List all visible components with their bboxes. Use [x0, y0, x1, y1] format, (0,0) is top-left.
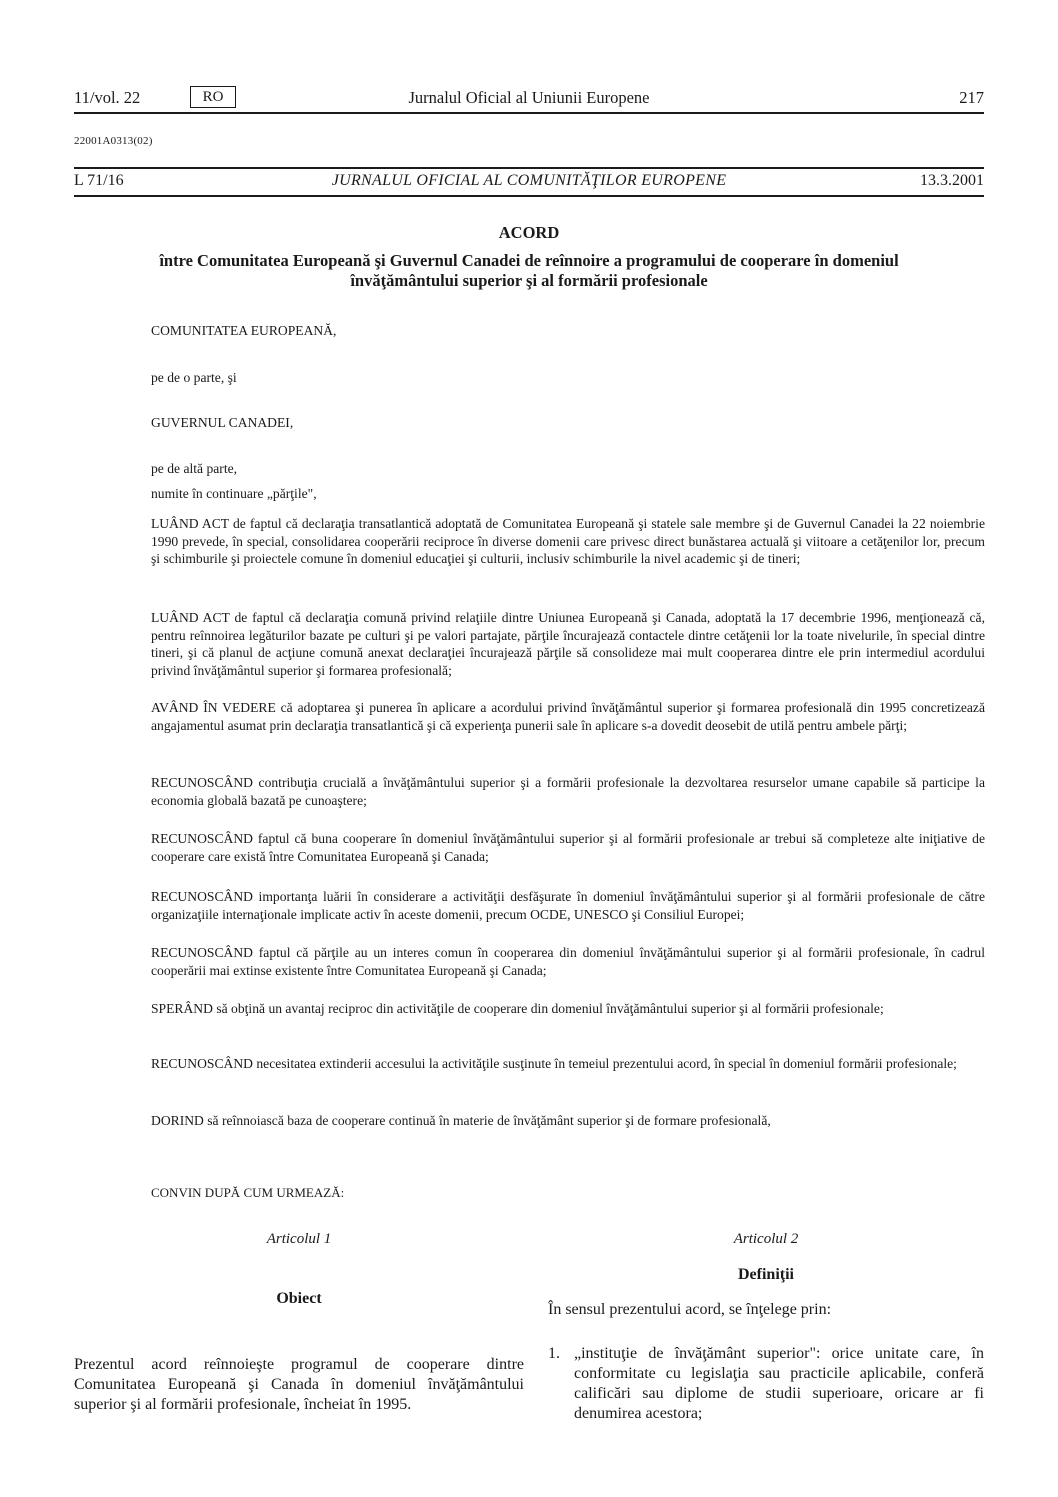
publication-date: 13.3.2001 [920, 172, 984, 189]
party-2-qualifier: pe de altă parte, [151, 461, 238, 476]
recital: LUÂND ACT de faptul că declaraţia transatlantică adoptată de Comunitatea Europeană şi statele sale membre şi de Guvernul Canadei la 22 noiembrie 1990 prevede, în special, consolidarea cooperării reciproce în diverse domenii care privesc direct bunăstarea actuală şi viitoare a cetăţenilor lor, precum şi schimburile şi proiectele comune în domeniul educaţiei şi culturii, inclusiv schimburile la nivel academic şi de tineri; [151, 516, 985, 566]
article-1-number: Articolul 1 [266, 1231, 332, 1247]
article-2-number: Articolul 2 [733, 1231, 799, 1247]
running-header [74, 86, 984, 114]
article-1-text: Prezentul acord reînnoieşte programul de cooperare dintre Comunitatea Europeană şi Canada în domeniul învăţământului superior şi al formării profesionale, încheiat în 1995. [74, 1356, 524, 1413]
page-number: 217 [959, 88, 984, 107]
document-id: 22001A0313(02) [74, 135, 153, 147]
definition-item [548, 1344, 984, 1424]
language-code-badge: RO [190, 86, 236, 108]
original-journal-title: JURNALUL OFICIAL AL COMUNITĂŢILOR EUROPENE [331, 172, 727, 189]
article-1-heading: Obiect [276, 1290, 322, 1307]
recital: RECUNOSCÂND contribuţia crucială a învăţământului superior şi a formării profesionale la dezvoltarea resurselor umane capabile să participe la economia globală bazată pe cunoaştere; [151, 775, 985, 808]
recital: AVÂND ÎN VEDERE că adoptarea şi punerea în aplicare a acordului privind învăţământul superior şi formarea profesională din 1995 concretizează angajamentul asumat prin declaraţia transatlantică şi că experienţa punerii sale în aplicare s-a dovedit deosebit de utilă pentru ambele părţi; [151, 700, 985, 733]
recital: RECUNOSCÂND necesitatea extinderii accesului la activităţile susţinute în temeiul prezentului acord, în special în domeniul formării profesionale; [151, 1056, 957, 1071]
agreement-clause: CONVIN DUPĂ CUM URMEAZĂ: [151, 1185, 345, 1200]
document-title: ACORD [498, 223, 560, 242]
document-subtitle: între Comunitatea Europeană şi Guvernul Canadei de reînnoire a programului de cooperare în domeniul învăţământului superior şi al formării profesionale [159, 251, 899, 290]
party-1: COMUNITATEA EUROPEANĂ, [151, 323, 337, 338]
recital: SPERÂND să obţină un avantaj reciproc din activităţile de cooperare din domeniul învăţământului superior şi al formării profesionale; [151, 1001, 884, 1016]
recital: RECUNOSCÂND faptul că părţile au un interes comun în cooperarea din domeniul învăţământului superior şi al formării profesionale, în cadrul cooperării mai extinse existente între Comunitatea Europeană şi Canada; [151, 945, 985, 978]
parties-definition: numite în continuare „părţile", [151, 486, 317, 501]
journal-title: Jurnalul Oficial al Uniunii Europene [408, 88, 650, 107]
original-journal-header [74, 167, 984, 197]
recital: LUÂND ACT de faptul că declaraţia comună privind relaţiile dintre Uniunea Europeană şi Canada, adoptată la 17 decembrie 1996, menţionează că, pentru reînnoirea legăturilor bazate pe culturi şi pe valori partajate, părţile încurajează contactele dintre cetăţenii lor la toate nivelurile, în special dintre tineri, şi că planul de acţiune comună anexat declaraţiei încurajează părţile să consolideze mai mult cooperarea dintre ele prin intermediul acordului privind învăţământul superior şi formarea profesională; [151, 610, 985, 678]
definition-item-number: 1. [548, 1345, 560, 1362]
article-2-intro: În sensul prezentului acord, se înţelege prin: [548, 1301, 832, 1318]
volume-number: 11/vol. 22 [74, 88, 141, 107]
definition-item-text: „instituţie de învăţământ superior": orice unitate care, în conformitate cu legislaţia sau practicile aplicabile, conferă calificări sau diplome de studii superioare, oricare ar fi denumirea acestora; [574, 1345, 984, 1422]
article-2-heading: Definiţii [738, 1266, 794, 1283]
recital: RECUNOSCÂND importanţa luării în considerare a activităţii desfăşurate în domeniul învăţământului superior şi al formării profesionale de către organizaţiile internaţionale implicate activ în aceste domenii, precum OCDE, UNESCO şi Consiliul Europei; [151, 889, 985, 922]
journal-reference: L 71/16 [74, 172, 124, 189]
recital: DORIND să reînnoiască baza de cooperare continuă în materie de învăţământ superior şi de formare profesională, [151, 1113, 771, 1128]
party-2: GUVERNUL CANADEI, [151, 415, 294, 430]
party-1-qualifier: pe de o parte, şi [151, 370, 237, 385]
recital: RECUNOSCÂND faptul că buna cooperare în domeniul învăţământului superior şi al formării profesionale ar trebui să completeze alte iniţiative de cooperare care există între Comunitatea Europeană şi Canada; [151, 831, 985, 864]
